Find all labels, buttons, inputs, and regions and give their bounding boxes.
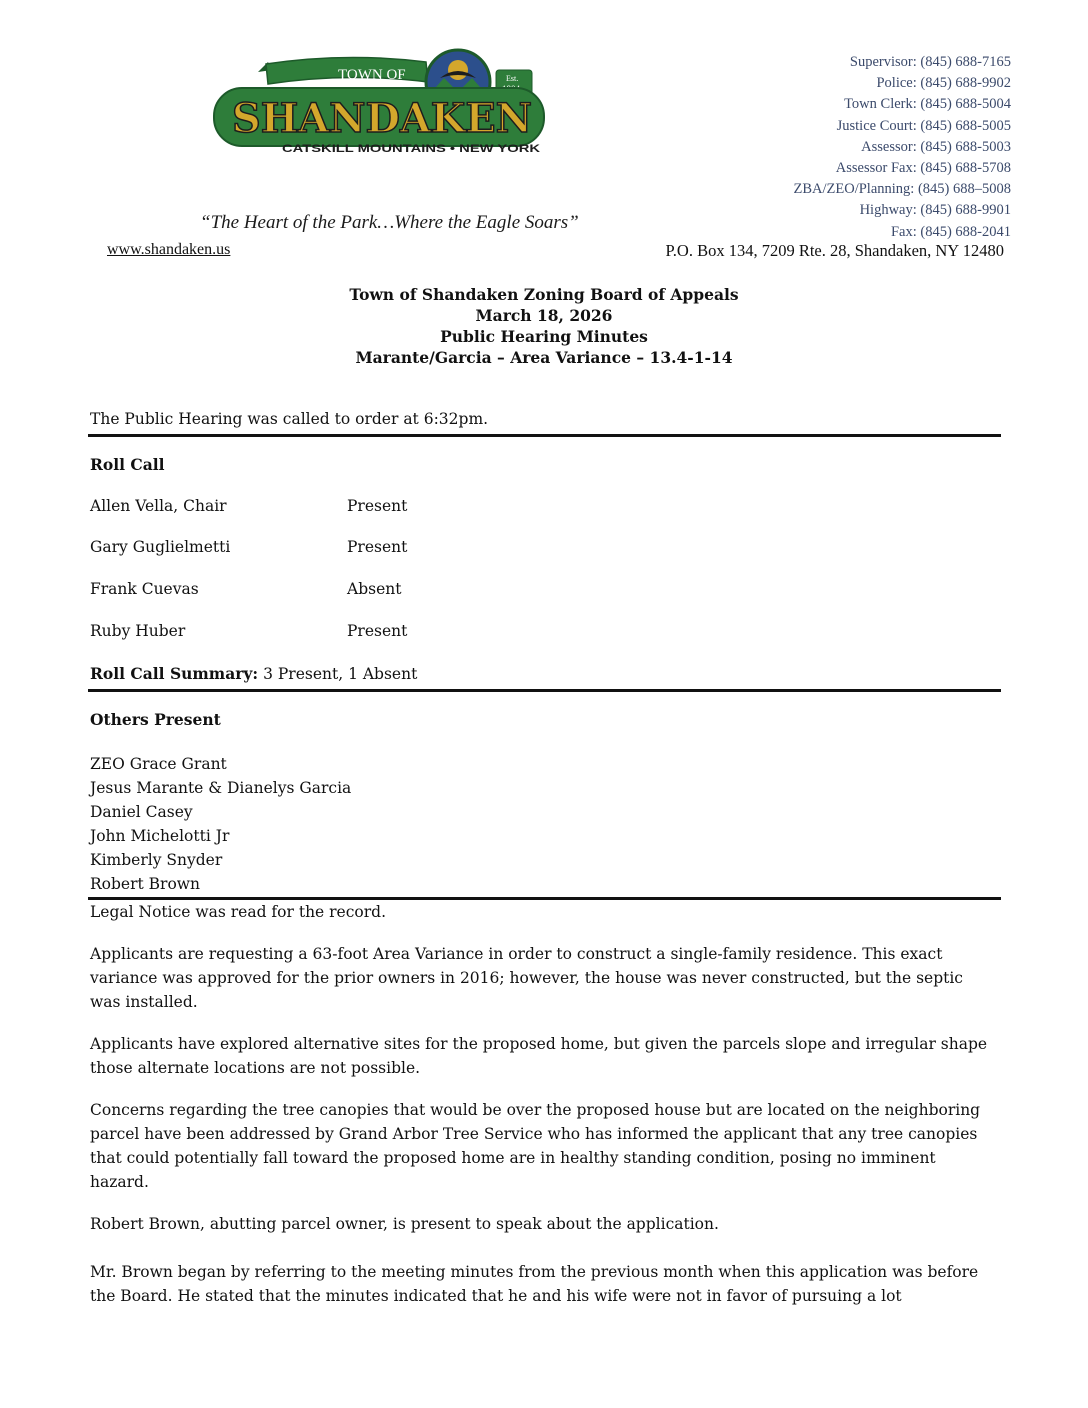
list-item: ZEO Grace Grant <box>90 755 227 773</box>
member-name: Allen Vella, Chair <box>90 497 227 515</box>
roll-call-summary-value: 3 Present, 1 Absent <box>258 665 418 683</box>
title-type: Public Hearing Minutes <box>440 327 648 346</box>
contact-assessor-fax: Assessor Fax: (845) 688-5708 <box>835 160 1011 177</box>
paragraph-robert-brown: Robert Brown, abutting parcel owner, is present to speak about the application. <box>90 1215 719 1233</box>
title-application: Marante/Garcia – Area Variance – 13.4-1-14 <box>355 348 733 367</box>
paragraph-request: Applicants are requesting a 63-foot Area Variance in order to construct a single-family residence. This exact variance was approved for the prior owners in 2016; however, the house was never constructed, but the septic was installed. <box>90 945 963 1011</box>
contact-police: Police: (845) 688-9902 <box>876 75 1011 92</box>
title-board: Town of Shandaken Zoning Board of Appeals <box>349 285 739 304</box>
member-status: Present <box>347 622 408 640</box>
others-present-list <box>90 752 351 896</box>
website-link[interactable]: www.shandaken.us <box>107 241 231 258</box>
paragraph-legal-notice: Legal Notice was read for the record. <box>90 903 387 921</box>
member-status: Present <box>347 538 408 556</box>
list-item: Robert Brown <box>90 875 201 893</box>
contact-supervisor: Supervisor: (845) 688-7165 <box>849 54 1011 70</box>
member-name: Frank Cuevas <box>90 580 199 598</box>
logo-name: SHANDAKEN <box>232 95 532 142</box>
divider <box>88 434 1001 437</box>
town-logo <box>196 48 562 172</box>
town-address: P.O. Box 134, 7209 Rte. 28, Shandaken, NY 12480 <box>665 241 1004 260</box>
contact-highway: Highway: (845) 688-9901 <box>859 202 1011 219</box>
contact-town-clerk: Town Clerk: (845) 688-5004 <box>844 96 1011 113</box>
logo-est: Est. <box>506 74 519 83</box>
document-title <box>0 284 1088 368</box>
roll-call-summary-label: Roll Call Summary: <box>90 664 259 683</box>
roll-call-summary <box>90 664 417 683</box>
divider <box>88 689 1001 692</box>
contact-fax: Fax: (845) 688-2041 <box>890 223 1011 240</box>
member-name: Ruby Huber <box>90 622 186 640</box>
contact-zba-planning: ZBA/ZEO/Planning: (845) 688–5008 <box>793 181 1011 198</box>
logo-town-of: TOWN OF <box>338 67 406 83</box>
logo-subtitle: CATSKILL MOUNTAINS • NEW YORK <box>282 143 541 155</box>
paragraph-tree-canopies: Concerns regarding the tree canopies that would be over the proposed house but are located on the neighboring parcel have been addressed by Grand Arbor Tree Service who has informed the applicant that any tree canopies that could potentially fall toward the proposed home are in healthy standing condition, posing no imminent hazard. <box>90 1101 981 1191</box>
town-motto: “The Heart of the Park…Where the Eagle Soars” <box>200 212 579 233</box>
list-item: Jesus Marante & Dianelys Garcia <box>90 779 352 797</box>
member-name: Gary Guglielmetti <box>90 538 231 556</box>
paragraph-mr-brown: Mr. Brown began by referring to the meeting minutes from the previous month when this application was before the Board. He stated that the minutes indicated that he and his wife were not in favor of pursuing a lot <box>90 1263 979 1305</box>
list-item: John Michelotti Jr <box>90 827 230 845</box>
member-status: Present <box>347 497 408 515</box>
call-to-order: The Public Hearing was called to order at 6:32pm. <box>90 410 489 428</box>
title-date: March 18, 2026 <box>475 306 613 325</box>
member-status: Absent <box>347 580 402 598</box>
contact-assessor: Assessor: (845) 688-5003 <box>861 138 1011 155</box>
roll-call-heading: Roll Call <box>90 455 165 474</box>
contact-justice-court: Justice Court: (845) 688-5005 <box>836 117 1011 134</box>
paragraph-alternatives: Applicants have explored alternative sites for the proposed home, but given the parcels slope and irregular shape those alternate locations are not possible. <box>90 1035 988 1077</box>
list-item: Daniel Casey <box>90 803 193 821</box>
list-item: Kimberly Snyder <box>90 851 223 869</box>
others-present-heading: Others Present <box>90 710 221 729</box>
contact-numbers <box>794 52 1012 243</box>
